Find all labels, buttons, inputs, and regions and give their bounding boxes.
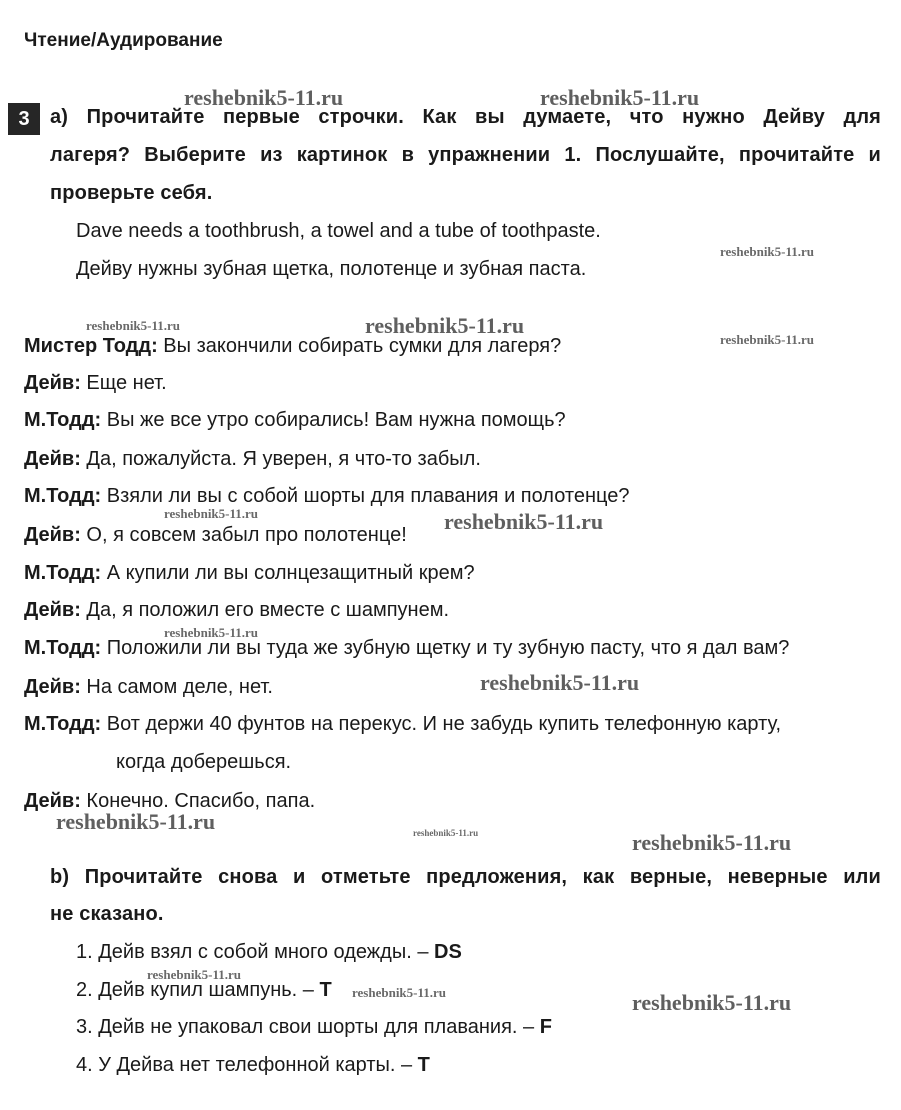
dialogue-line bbox=[24, 448, 481, 471]
utterance: Взяли ли вы с собой шорты для плавания и полотенце? bbox=[101, 485, 630, 507]
utterance: Положили ли вы туда же зубную щетку и ту зубную пасту, что я дал вам? bbox=[101, 637, 790, 659]
utterance: Конечно. Спасибо, папа. bbox=[80, 790, 316, 812]
utterance: Да, я положил его вместе с шампунем. bbox=[80, 599, 450, 621]
speaker: М.Тодд: bbox=[24, 409, 102, 431]
watermark: reshebnik5-11.ru bbox=[480, 670, 640, 695]
task-b-line-2: не сказано. bbox=[50, 903, 164, 925]
watermark: reshebnik5-11.ru bbox=[720, 244, 815, 259]
watermark: reshebnik5-11.ru bbox=[540, 85, 700, 110]
watermark: reshebnik5-11.ru bbox=[147, 967, 242, 982]
watermark: reshebnik5-11.ru bbox=[413, 828, 479, 838]
utterance: Да, пожалуйста. Я уверен, я что-то забыл. bbox=[80, 448, 481, 470]
dialogue-line bbox=[24, 676, 273, 699]
dialogue-line bbox=[24, 562, 475, 585]
watermark: reshebnik5-11.ru bbox=[365, 313, 525, 338]
dialogue-continuation: когда доберешься. bbox=[116, 751, 292, 773]
watermark: reshebnik5-11.ru bbox=[352, 985, 447, 1000]
dialogue-line bbox=[24, 485, 629, 508]
speaker: М.Тодд: bbox=[24, 485, 102, 507]
dialogue-line bbox=[24, 372, 167, 395]
statement-4 bbox=[76, 1054, 430, 1077]
utterance: Вот держи 40 фунтов на перекус. И не забудь купить телефонную карту, bbox=[101, 713, 782, 735]
watermark: reshebnik5-11.ru bbox=[56, 809, 216, 834]
statement-answer: T bbox=[319, 979, 332, 1001]
task-b-line-1: b) Прочитайте снова и отметьте предложения, как верные, неверные или bbox=[50, 866, 881, 888]
watermark: reshebnik5-11.ru bbox=[632, 990, 792, 1015]
utterance: Вы закончили собирать сумки для лагеря? bbox=[157, 335, 562, 357]
speaker: Дейв: bbox=[24, 448, 81, 470]
speaker: М.Тодд: bbox=[24, 713, 102, 735]
statement-text: 1. Дейв взял с собой много одежды. – bbox=[76, 941, 435, 963]
utterance: А купили ли вы солнцезащитный крем? bbox=[101, 562, 475, 584]
task-a-line-2: лагеря? Выберите из картинок в упражнении 1. Послушайте, прочитайте и bbox=[50, 144, 881, 166]
exercise-number-badge: 3 bbox=[8, 103, 40, 135]
task-a-line-1: a) Прочитайте первые строчки. Как вы думаете, что нужно Дейву для bbox=[50, 106, 881, 128]
speaker: Дейв: bbox=[24, 599, 81, 621]
task-a-line-3: проверьте себя. bbox=[50, 182, 213, 204]
speaker: Дейв: bbox=[24, 372, 81, 394]
speaker: М.Тодд: bbox=[24, 562, 102, 584]
section-title: Чтение/Аудирование bbox=[24, 30, 223, 51]
watermark: reshebnik5-11.ru bbox=[720, 332, 815, 347]
utterance: О, я совсем забыл про полотенце! bbox=[80, 524, 407, 546]
dialogue-line bbox=[24, 637, 789, 660]
watermark: reshebnik5-11.ru bbox=[164, 506, 259, 521]
statement-text: 3. Дейв не упаковал свои шорты для плавания. – bbox=[76, 1016, 540, 1038]
dialogue-line bbox=[24, 524, 407, 547]
answer-russian: Дейву нужны зубная щетка, полотенце и зубная паста. bbox=[76, 258, 587, 280]
dialogue-line bbox=[24, 713, 781, 736]
statement-1 bbox=[76, 941, 462, 964]
speaker: М.Тодд: bbox=[24, 637, 102, 659]
watermark: reshebnik5-11.ru bbox=[184, 85, 344, 110]
speaker: Дейв: bbox=[24, 676, 81, 698]
statement-answer: F bbox=[539, 1016, 552, 1038]
speaker: Мистер Тодд: bbox=[24, 335, 158, 357]
answer-english: Dave needs a toothbrush, a towel and a tube of toothpaste. bbox=[76, 220, 601, 242]
watermark: reshebnik5-11.ru bbox=[444, 509, 604, 534]
statement-answer: T bbox=[417, 1054, 430, 1076]
watermark: reshebnik5-11.ru bbox=[632, 830, 792, 855]
speaker: Дейв: bbox=[24, 790, 81, 812]
utterance: Вы же все утро собирались! Вам нужна помощь? bbox=[101, 409, 566, 431]
statement-3 bbox=[76, 1016, 552, 1039]
watermark: reshebnik5-11.ru bbox=[164, 625, 259, 640]
statement-text: 4. У Дейва нет телефонной карты. – bbox=[76, 1054, 418, 1076]
watermark: reshebnik5-11.ru bbox=[86, 318, 181, 333]
dialogue-line bbox=[24, 599, 449, 622]
utterance: На самом деле, нет. bbox=[80, 676, 273, 698]
dialogue-line bbox=[24, 409, 566, 432]
utterance: Еще нет. bbox=[80, 372, 167, 394]
statement-text: 2. Дейв купил шампунь. – bbox=[76, 979, 320, 1001]
statement-answer: DS bbox=[434, 941, 462, 963]
speaker: Дейв: bbox=[24, 524, 81, 546]
